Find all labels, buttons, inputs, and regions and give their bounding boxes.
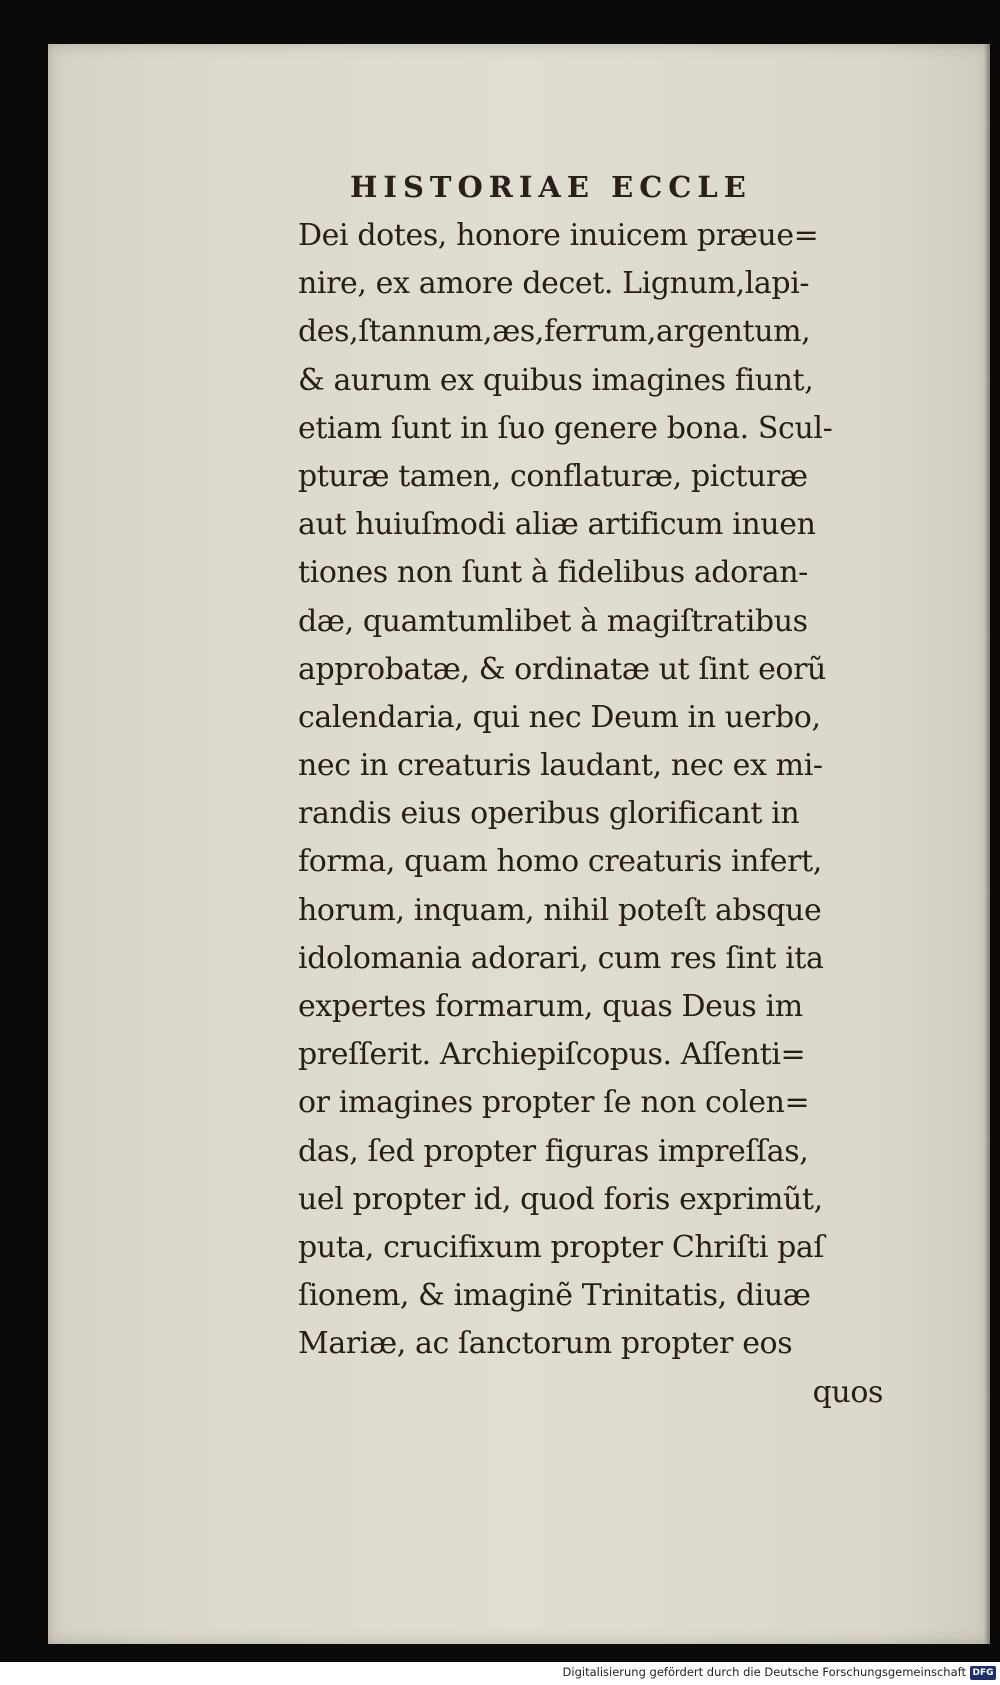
text-line: nire, ex amore decet. Lignum,lapi- [298,266,810,302]
text-line: randis eius operibus glorificant in [298,796,800,832]
text-line: preſſerit. Archiepiſcopus. Aſſenti= [298,1037,806,1073]
text-line: idolomania adorari, cum res ſint ita [298,940,824,976]
text-line: horum, inquam, nihil poteſt absque [298,892,822,928]
catchword: quos [812,1374,883,1410]
text-line: dæ, quamtumlibet à magiſtratibus [298,603,808,639]
dfg-logo: DFG [970,1666,996,1680]
text-block [298,212,978,1417]
text-line: Mariæ, ac ſanctorum propter eos [298,1326,793,1362]
text-line: etiam ſunt in ſuo genere bona. Scul- [298,410,833,446]
text-line: ſionem, & imaginẽ Trinitatis, diuæ [298,1278,811,1314]
text-line: calendaria, qui nec Deum in uerbo, [298,699,821,735]
text-line: pturæ tamen, conflaturæ, picturæ [298,458,808,494]
running-head: HISTORIAE ECCLE [350,170,752,204]
text-line: aut huiuſmodi aliæ artificum inuen [298,507,816,543]
text-line: forma, quam homo creaturis infert, [298,844,822,880]
text-line: or imagines propter ſe non colen= [298,1085,810,1121]
text-line: puta, crucifixum propter Chriſti paſ [298,1229,825,1265]
page-edge-shadow [984,44,990,1644]
text-line: uel propter id, quod foris exprimũt, [298,1181,823,1217]
text-line: nec in creaturis laudant, nec ex mi- [298,748,823,784]
text-line: & aurum ex quibus imagines fiunt, [298,362,814,398]
footer-strip [0,1662,1000,1685]
text-line: Dei dotes, honore inuicem præue= [298,218,819,253]
text-line: des,ſtannum,æs,ferrum,argentum, [298,314,811,350]
funding-credit: Digitalisierung gefördert durch die Deutsche Forschungsgemeinschaft [562,1665,966,1679]
book-page [48,44,990,1644]
text-line: tiones non ſunt à fidelibus adoran- [298,555,808,591]
text-line: das, ſed propter figuras impreſſas, [298,1133,809,1169]
text-line: approbatæ, & ordinatæ ut ſint eorũ [298,651,826,687]
text-line: expertes formarum, quas Deus im [298,989,803,1024]
